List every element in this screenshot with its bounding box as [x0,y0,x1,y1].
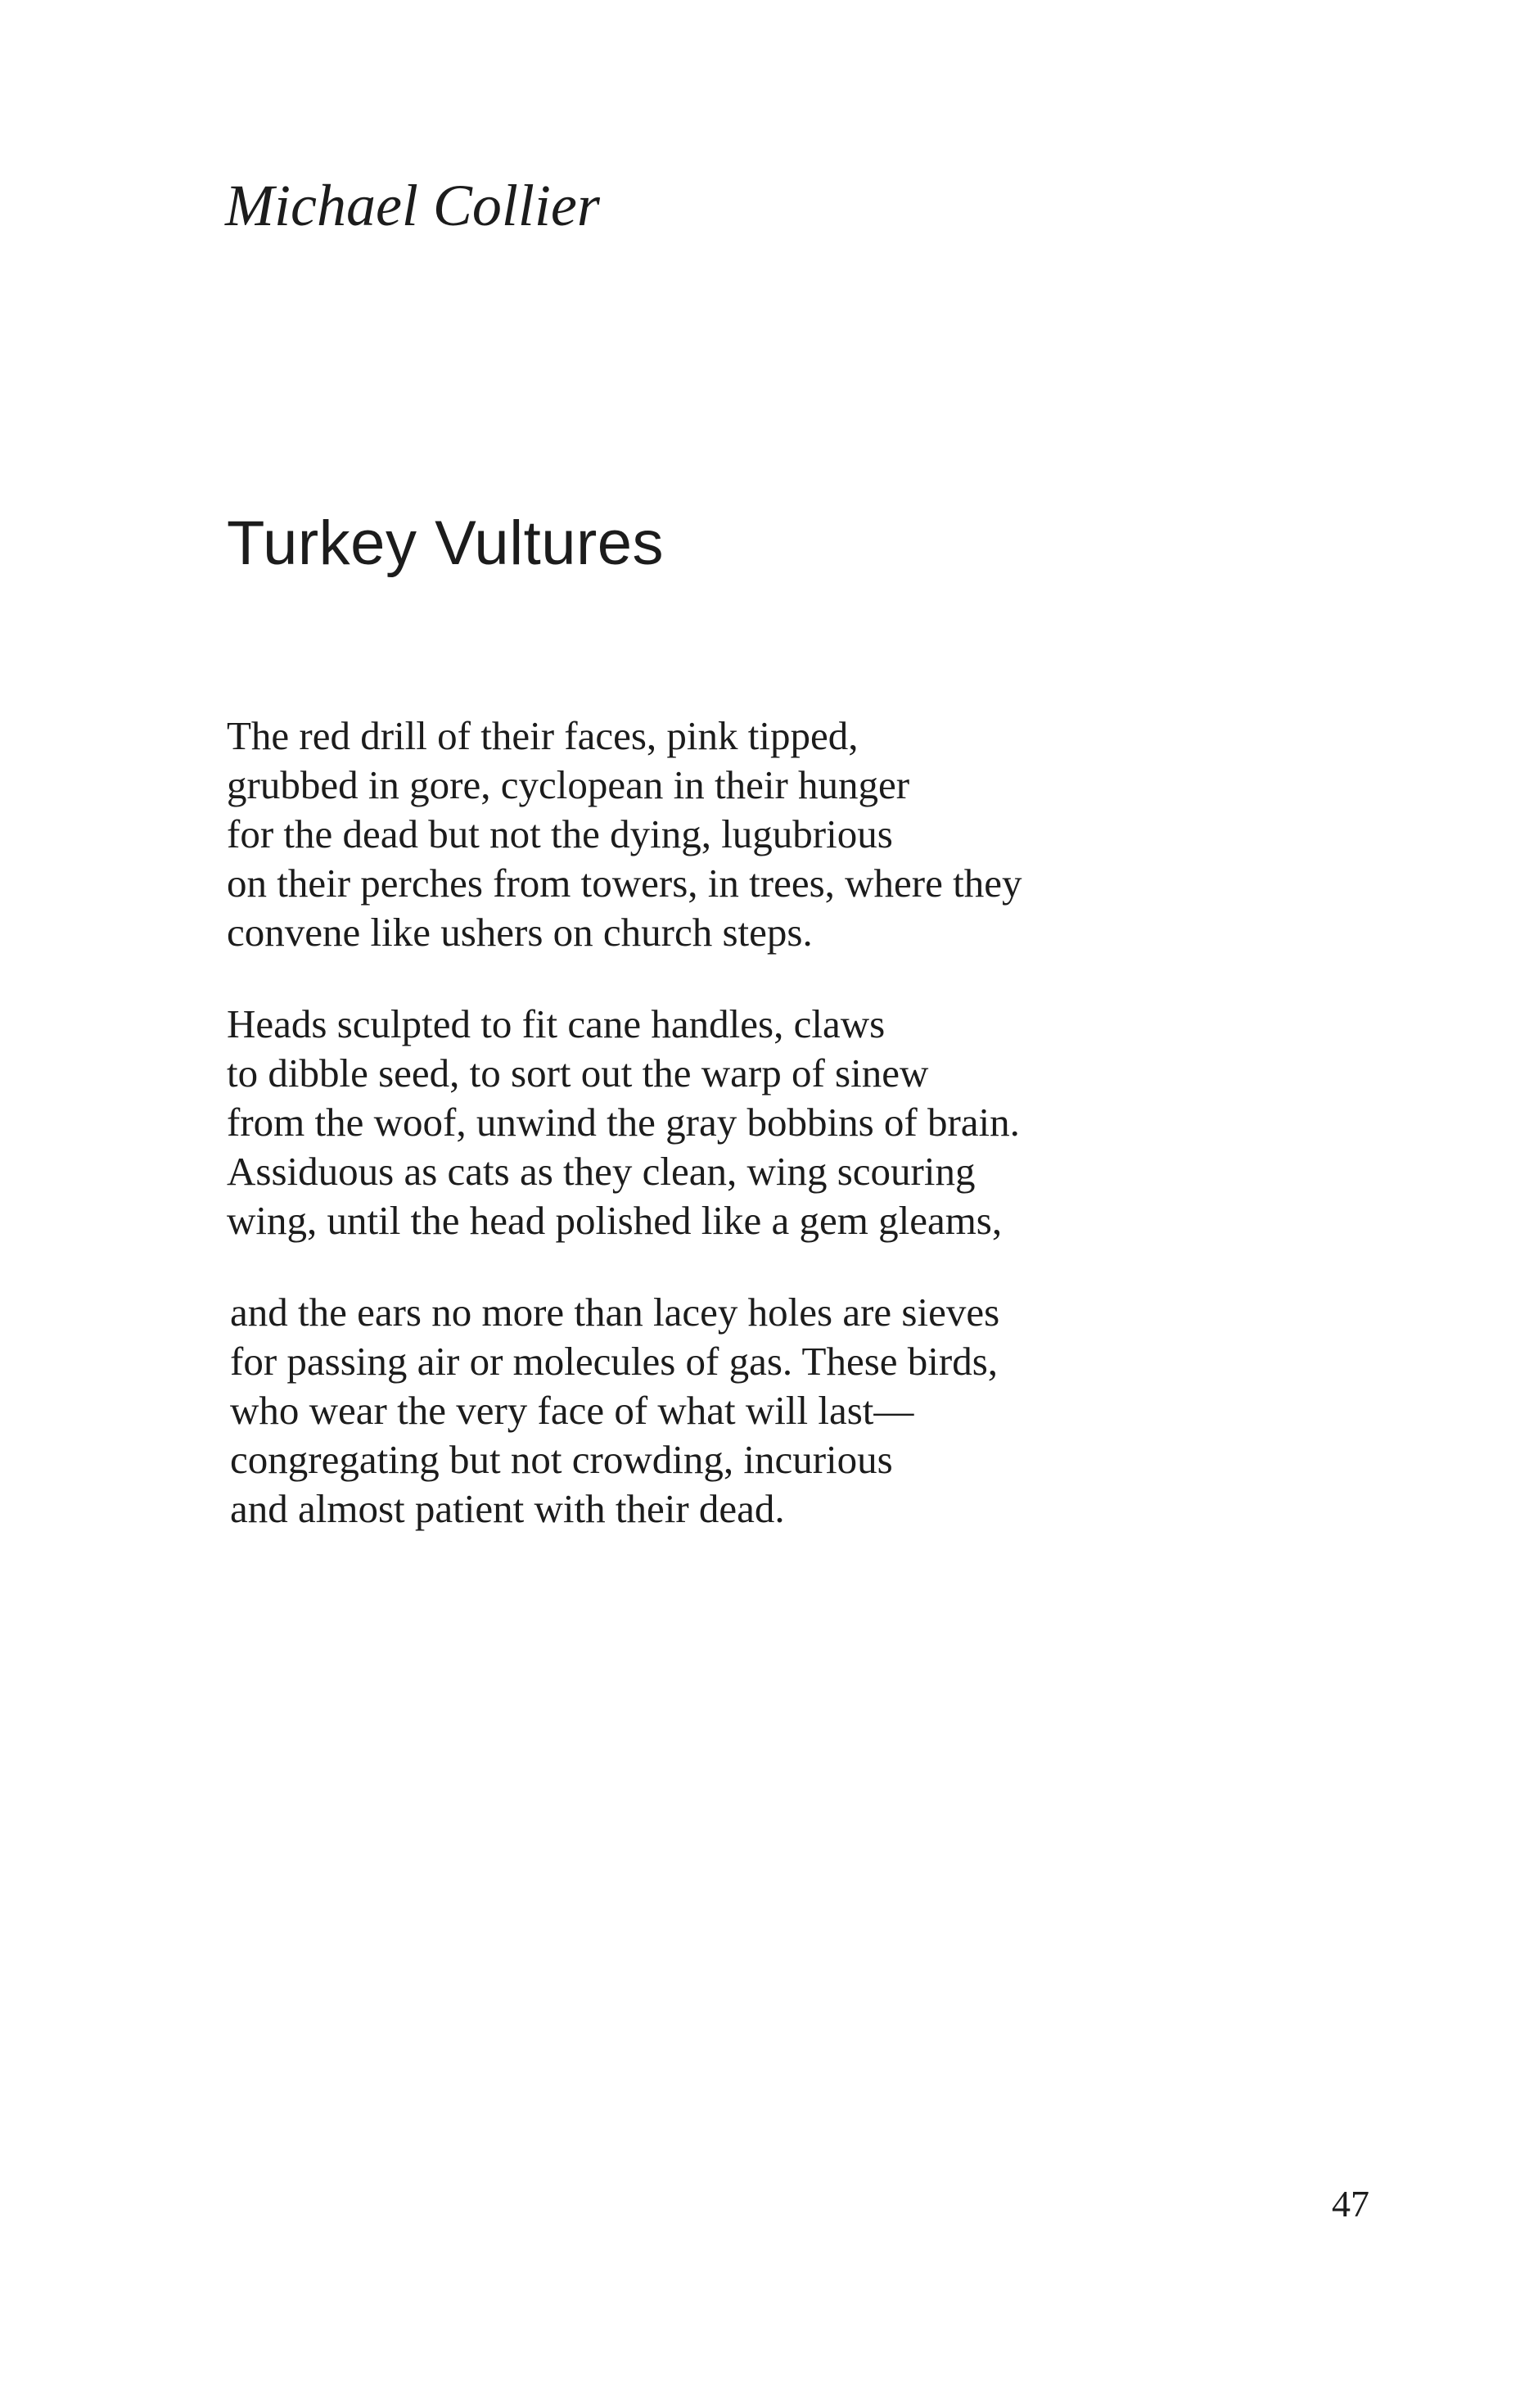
poem-line: and almost patient with their dead. [230,1486,785,1531]
poem-line: on their perches from towers, in trees, where they [227,861,1022,906]
poem-line: who wear the very face of what will last— [230,1388,914,1433]
page-number: 47 [1332,2183,1369,2225]
poem-title: Turkey Vultures [227,508,665,578]
poem-line: for the dead but not the dying, lugubrious [227,811,893,856]
stanza-3 [227,1288,1209,1534]
stanza-2 [227,1000,1209,1245]
poem-line: Assiduous as cats as they clean, wing scouring [227,1149,976,1194]
poem-line: grubbed in gore, cyclopean in their hunger [227,762,910,807]
poem-line: and the ears no more than lacey holes are sieves [230,1290,1000,1335]
poem-line: The red drill of their faces, pink tipped, [227,713,859,758]
poem-line: for passing air or molecules of gas. These birds, [230,1339,999,1384]
poem-body [227,712,1209,1534]
poem-line: to dibble seed, to sort out the warp of sinew [227,1050,929,1096]
poem-line: congregating but not crowding, incurious [230,1437,893,1482]
poem-line: wing, until the head polished like a gem gleams, [227,1198,1003,1243]
author-name: Michael Collier [225,173,600,238]
poem-line: Heads sculpted to fit cane handles, claws [227,1001,886,1046]
stanza-1 [227,712,1209,957]
poem-line: convene like ushers on church steps. [227,910,813,955]
poem-line: from the woof, unwind the gray bobbins of brain. [227,1100,1020,1145]
